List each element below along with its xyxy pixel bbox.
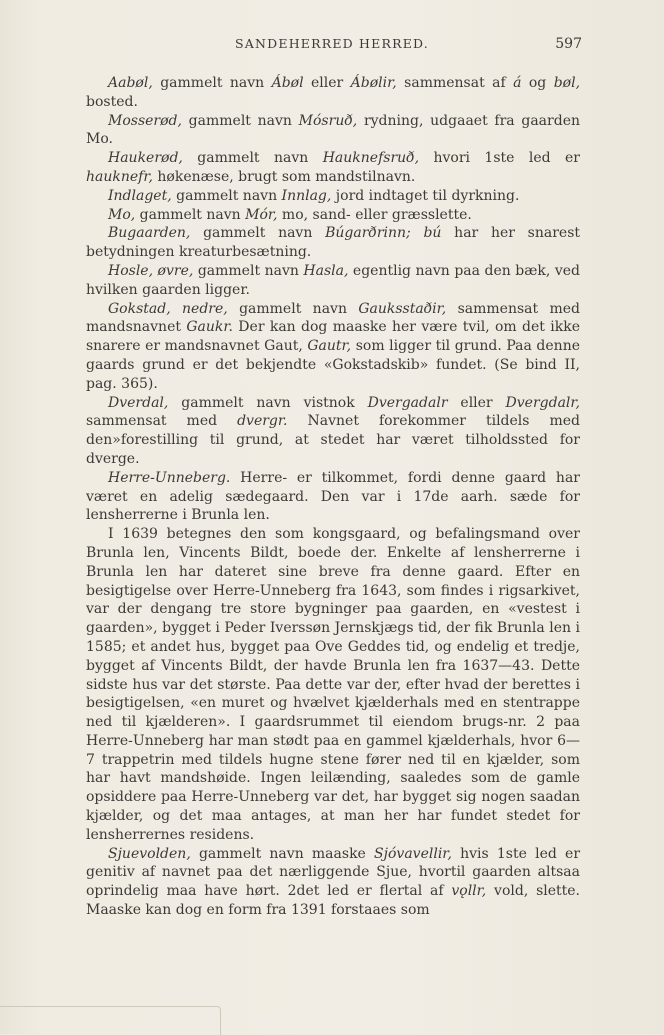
italic-term: bú bbox=[423, 225, 442, 242]
text-run: sammensat af bbox=[396, 75, 514, 91]
text-run: som ligger til grund. Paa denne gaards grund er det bekjendte «Gokstadskib» fundet. (Se bind II, pag. 365). bbox=[86, 338, 581, 392]
page-edge-mark bbox=[0, 1006, 221, 1035]
text-run: gammelt navn bbox=[193, 262, 304, 279]
italic-term: Hosle, øvre, bbox=[108, 262, 194, 279]
text-run: gammelt navn vistnok bbox=[168, 394, 368, 411]
text-run: eller bbox=[303, 75, 351, 91]
paragraph bbox=[86, 187, 580, 206]
text-run: og bbox=[521, 75, 554, 91]
page-number: 597 bbox=[555, 36, 582, 52]
paragraph bbox=[86, 469, 580, 525]
text-run: hvori 1ste led er bbox=[419, 150, 580, 167]
italic-term: Mósruð, bbox=[298, 112, 358, 129]
paragraph bbox=[86, 525, 580, 845]
italic-term: Ábølir, bbox=[350, 75, 397, 91]
text-run bbox=[411, 225, 424, 241]
italic-term: Hasla, bbox=[303, 262, 349, 279]
text-run: gammelt navn bbox=[227, 300, 359, 317]
text-run: I 1639 betegnes den som kongsgaard, og befalingsmand over Brunla len, Vincents Bildt, boede der. Enkelte af lensherrerne i Brunla len har dateret sine breve fra denne gaard. Efter en besigtigelse over Herre-Unneberg fra 1643, som findes i rigsarkivet, var der dengang tre store bygninger paa gaarden, en «vestest i gaarden», bygget i Peder Iverssøn Jernskjægs tid, der fik Brunla len i 1585; et andet hus, bygget paa Ove Geddes tid, og endelig et tredje, bygget af Vincents Bildt, der havde Brunla len fra 1637—43. Dette sidste hus var det største. Paa dette var der, efter hvad der berettes i besigtigelsen, «en muret og hvælvet kjælderhals med en stentrappe ned til kjælderen». I gaardsrummet til eiendom brugs-nr. 2 paa Herre-Unneberg har man stødt paa en gammel kjælderhals, hvor 6—7 trappetrin med tildels hugne stene fører ned til en kjælder, som har havt mandshøide. Ingen leilænding, saaledes som de gamle opsiddere paa Herre-Unneberg var det, har bygget sig nogen saadan kjælder, og det maa antages, at man her har fundet stedet for lensherrernes residens. bbox=[86, 526, 580, 843]
italic-term: bøl, bbox=[553, 75, 581, 91]
text-run: gammelt navn bbox=[152, 75, 272, 91]
text-run: hvis 1ste led er genitiv af navnet paa det nærliggende Sjue, hvortil gaarden altsaa oprindelig maa have hørt. 2det led er flertal af bbox=[86, 845, 581, 900]
paragraph bbox=[86, 224, 580, 262]
italic-term: Dverdal, bbox=[108, 394, 169, 411]
italic-term: Sjóvavellir, bbox=[374, 845, 452, 862]
text-run: høkenæse, brugt som mandstilnavn. bbox=[152, 168, 416, 185]
italic-term: Ábøl bbox=[271, 75, 304, 91]
paragraph bbox=[86, 149, 580, 187]
paragraph bbox=[86, 300, 580, 394]
italic-term: Mór, bbox=[245, 206, 278, 223]
text-run: mo, sand- eller græsslette. bbox=[277, 206, 472, 223]
italic-term: Gauksstaðir, bbox=[358, 300, 447, 317]
text-run: sammensat med mandsnavnet bbox=[86, 300, 580, 336]
paragraph bbox=[86, 206, 580, 225]
italic-term: Dvergadalr bbox=[367, 394, 448, 411]
paragraph bbox=[86, 262, 580, 300]
text-run: eller bbox=[447, 394, 506, 411]
italic-term: Gaukr. bbox=[186, 319, 233, 336]
italic-term: vǫllr, bbox=[451, 883, 487, 900]
italic-term: á bbox=[513, 75, 522, 91]
paragraph bbox=[86, 74, 580, 112]
text-run: gammelt navn bbox=[171, 187, 282, 204]
text-run: Navnet forekommer tildels med den»forestilling til grund, at stedet har været tilholdssted for dverge. bbox=[86, 413, 580, 467]
text-run: sammensat med bbox=[86, 413, 238, 430]
paragraph bbox=[86, 112, 580, 150]
italic-term: dvergr. bbox=[237, 413, 288, 430]
text-run: vold, slette. Maaske kan dog en form fra 1391 forstaaes som bbox=[86, 883, 581, 919]
text-run: egentlig navn paa den bæk, ved hvilken gaarden ligger. bbox=[86, 262, 580, 298]
italic-term: Sjuevolden, bbox=[108, 845, 191, 862]
italic-term: Herre-Unneberg. bbox=[108, 469, 231, 486]
body-text bbox=[86, 74, 580, 920]
text-run: Herre- er tilkommet, fordi denne gaard har været en adelig sædegaard. Den var i 17de aarh. sæde for lensherrerne i Brunla len. bbox=[86, 469, 580, 524]
italic-term: Búgarðrinn; bbox=[325, 225, 411, 242]
text-run: gammelt navn bbox=[190, 225, 326, 242]
italic-term: Indlaget, bbox=[108, 187, 172, 204]
text-run: rydning, udgaaet fra gaarden Mo. bbox=[86, 112, 580, 148]
text-run: har her snarest betydningen kreaturbesætning. bbox=[86, 225, 580, 261]
text-run: gammelt navn bbox=[181, 112, 299, 129]
italic-term: Haukerød, bbox=[108, 150, 183, 167]
text-run: gammelt navn bbox=[135, 206, 246, 223]
running-title: SANDEHERRED HERRED. bbox=[235, 36, 429, 51]
italic-term: hauknefr, bbox=[86, 168, 153, 185]
italic-term: Dvergdalr, bbox=[505, 394, 580, 411]
text-run: bosted. bbox=[86, 93, 138, 110]
italic-term: Aabøl, bbox=[108, 75, 153, 91]
italic-term: Mosserød, bbox=[108, 112, 182, 129]
italic-term: Hauknefsruð, bbox=[322, 150, 420, 167]
text-run: jord indtaget til dyrkning. bbox=[331, 187, 520, 204]
italic-term: Bugaarden, bbox=[108, 225, 191, 242]
italic-term: Mo, bbox=[108, 206, 136, 223]
text-run: gammelt navn bbox=[182, 150, 323, 167]
italic-term: Gautr, bbox=[307, 338, 352, 355]
italic-term: Gokstad, nedre, bbox=[108, 300, 228, 317]
italic-term: Innlag, bbox=[281, 187, 332, 204]
text-run: Der kan dog maaske her være tvil, om det ikke snarere er mandsnavnet Gaut, bbox=[86, 319, 580, 355]
running-header bbox=[0, 36, 664, 56]
text-run: gammelt navn maaske bbox=[190, 845, 375, 862]
paragraph bbox=[86, 845, 580, 920]
paragraph bbox=[86, 394, 580, 469]
